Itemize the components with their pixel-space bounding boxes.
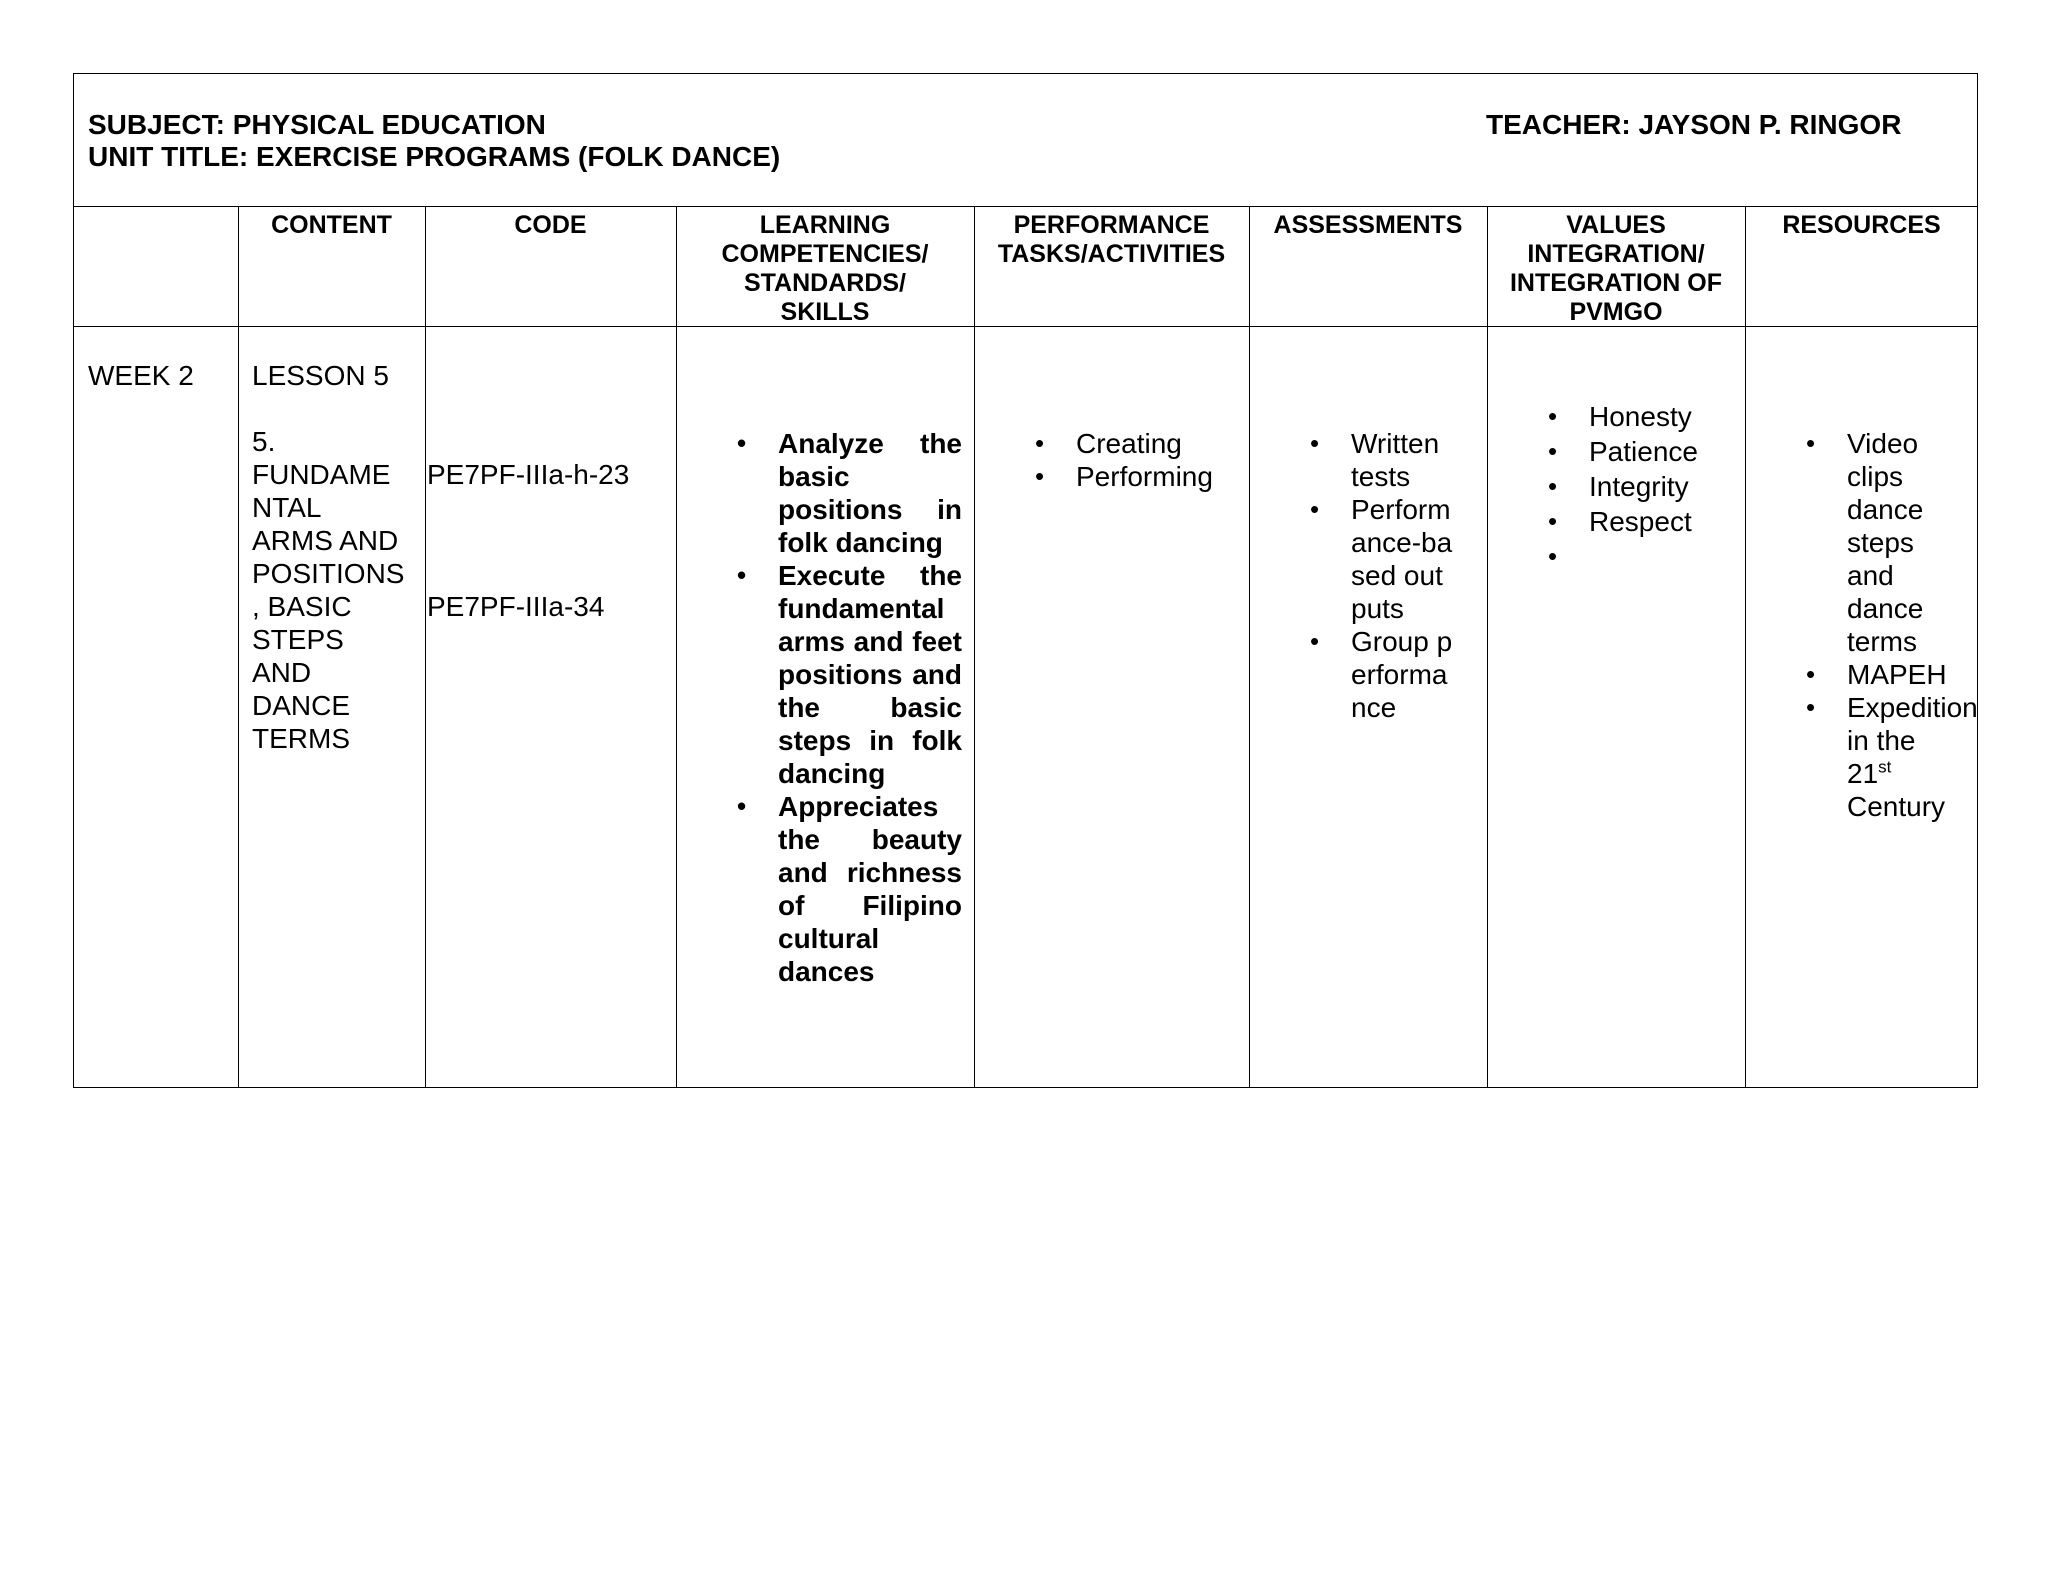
- values-cell: [1543, 399, 1738, 574]
- header-text: PERFORMANCE: [1013, 211, 1210, 239]
- list-item: • Respect: [1543, 504, 1738, 539]
- column-divider: [1745, 207, 1746, 1087]
- values-list: [1543, 399, 1738, 574]
- list-item: [1543, 539, 1738, 574]
- header-text: CONTENT: [271, 211, 392, 239]
- header-text: LEARNING: [759, 211, 891, 239]
- column-divider: [1249, 207, 1250, 1087]
- subject-label: SUBJECT: PHYSICAL EDUCATION: [88, 109, 546, 140]
- column-divider: [974, 207, 975, 1087]
- column-header-resources: [1745, 207, 1978, 326]
- resources-list: [1801, 427, 1978, 823]
- assessments-cell: [1305, 427, 1455, 724]
- list-item: • MAPEH: [1801, 658, 1941, 691]
- list-item: • Performing: [1030, 460, 1240, 493]
- spacer: [252, 392, 424, 425]
- lesson-label: LESSON 5: [252, 360, 389, 391]
- header-text: RESOURCES: [1782, 211, 1941, 239]
- content-line: NTAL: [252, 492, 322, 523]
- resource-text: Expedition in the 21: [1847, 692, 1978, 789]
- column-divider: [238, 207, 239, 1087]
- header-text: INTEGRATION OF: [1509, 269, 1723, 297]
- list-item: • Group performance: [1305, 625, 1455, 724]
- content-line: STEPS: [252, 624, 344, 655]
- list-item: • Honesty: [1543, 399, 1738, 434]
- column-header-values-integration: [1487, 207, 1745, 326]
- week-cell: WEEK 2: [88, 360, 194, 391]
- column-divider: [676, 207, 677, 1087]
- lesson-plan-table: [73, 73, 1978, 1088]
- content-cell: [252, 359, 424, 755]
- column-divider: [425, 207, 426, 1087]
- assessments-list: [1305, 427, 1455, 724]
- code-cell-1: PE7PF-IIIa-h-23: [427, 459, 630, 490]
- header-text: SKILLS: [780, 298, 870, 326]
- code-cell-2: PE7PF-IIIa-34: [427, 591, 605, 622]
- list-item: • Execute the fundamental arms and feet positions and the basic steps in folk dancing: [732, 559, 962, 790]
- list-item: • Analyze the basic positions in folk dancing: [732, 427, 962, 559]
- column-header-code: [425, 207, 676, 326]
- content-line: ARMS AND: [252, 525, 399, 556]
- teacher-label: TEACHER: JAYSON P. RINGOR: [1486, 109, 1902, 140]
- competencies-cell: [732, 427, 962, 988]
- column-header-learning-competencies: [676, 207, 974, 326]
- resources-cell: [1801, 427, 1978, 823]
- header-text: COMPETENCIES/: [721, 240, 929, 268]
- header-text: INTEGRATION/: [1527, 240, 1705, 268]
- list-item: • Written tests: [1305, 427, 1455, 493]
- content-line: AND: [252, 657, 312, 688]
- content-line: FUNDAME: [252, 459, 391, 490]
- superscript: st: [1878, 757, 1892, 777]
- column-header-assessments: [1249, 207, 1487, 326]
- resource-text: Century: [1847, 791, 1946, 822]
- unit-title-label: UNIT TITLE: EXERCISE PROGRAMS (FOLK DANCE): [88, 141, 781, 172]
- content-line: POSITIONS: [252, 558, 405, 589]
- header-text: PVMGO: [1569, 298, 1663, 326]
- column-divider: [1487, 207, 1488, 1087]
- header-text: TASKS/ACTIVITIES: [997, 240, 1226, 268]
- activities-cell: [1030, 427, 1240, 493]
- header-text: ASSESSMENTS: [1273, 211, 1463, 239]
- list-item: • Creating: [1030, 427, 1240, 460]
- column-header-performance-tasks: [974, 207, 1249, 326]
- list-item: • Appreciates the beauty and richness of Filipino cultural dances: [732, 790, 962, 988]
- table-header-block: [74, 74, 1977, 207]
- activities-list: [1030, 427, 1240, 493]
- header-text: CODE: [514, 211, 587, 239]
- list-item: • Patience: [1543, 434, 1738, 469]
- competencies-list: [732, 427, 962, 988]
- list-item: • Video clips dance steps and dance terms: [1801, 427, 1941, 658]
- content-line: 5.: [252, 426, 276, 457]
- content-line: DANCE: [252, 690, 351, 721]
- list-item: • Performance-based outputs: [1305, 493, 1455, 625]
- header-text: VALUES: [1566, 211, 1666, 239]
- list-item: • Integrity: [1543, 469, 1738, 504]
- content-line: TERMS: [252, 723, 350, 754]
- header-text: STANDARDS/: [743, 269, 907, 297]
- content-line: , BASIC: [252, 591, 352, 622]
- list-item: [1801, 691, 1978, 823]
- column-header-content: [238, 207, 425, 326]
